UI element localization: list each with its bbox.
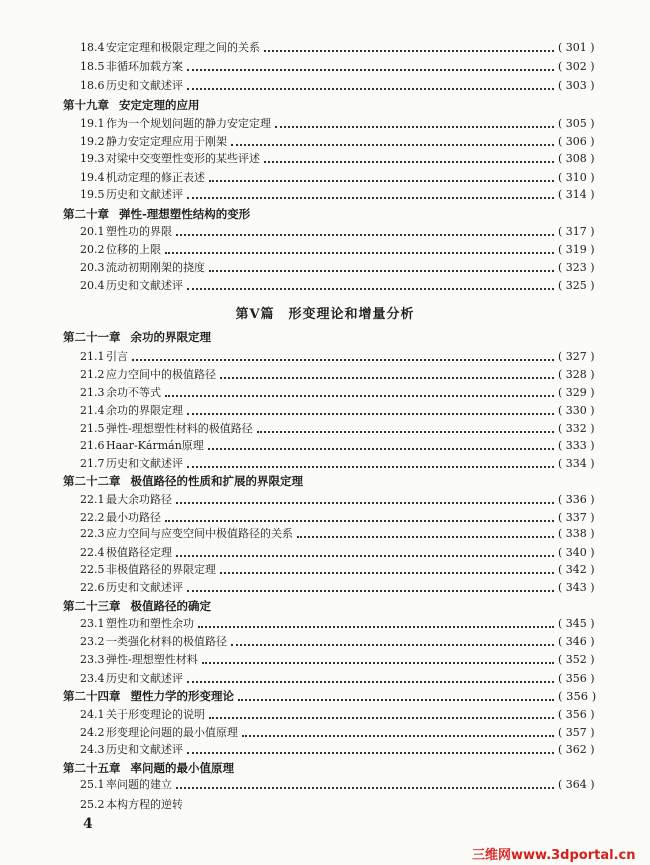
section-number: 22.4 xyxy=(80,545,105,559)
dot-leader xyxy=(165,251,554,254)
section-number: 21.5 xyxy=(80,421,105,435)
page-ref: ( 352 ) xyxy=(558,652,595,666)
toc-section-entry xyxy=(0,347,650,365)
chapter-label: 第二十五章 xyxy=(63,761,121,775)
toc-section-entry xyxy=(0,578,650,596)
section-title: 历史和文献述评 xyxy=(106,743,183,756)
dot-leader xyxy=(220,376,554,379)
toc-section-entry xyxy=(0,775,650,793)
section-title: 流动初期刚架的挠度 xyxy=(106,261,205,274)
dot-leader xyxy=(209,269,554,272)
section-title: 历史和文献述评 xyxy=(106,279,183,292)
page-ref: ( 337 ) xyxy=(558,510,595,524)
section-title: 静力安定定理应用于刚架 xyxy=(106,135,227,148)
watermark: 三维网www.3dportal.cn xyxy=(472,848,636,863)
section-number: 23.4 xyxy=(80,671,105,685)
toc-section-entry xyxy=(0,401,650,419)
page-ref: ( 305 ) xyxy=(558,116,595,130)
section-number: 20.2 xyxy=(80,242,105,256)
chapter-label: 第十九章 xyxy=(63,98,109,112)
toc-section-entry xyxy=(0,222,650,240)
section-number: 23.2 xyxy=(80,634,105,648)
section-number: 18.6 xyxy=(80,78,105,92)
page-ref: ( 323 ) xyxy=(558,260,595,274)
section-title: 作为一个规划问题的静力安定定理 xyxy=(106,117,271,130)
page-ref: ( 330 ) xyxy=(558,403,595,417)
part-title: 形变理论和增量分析 xyxy=(288,306,415,322)
section-number: 20.3 xyxy=(80,260,105,274)
page-ref: ( 338 ) xyxy=(558,526,595,540)
section-title: 引言 xyxy=(106,350,128,363)
toc-section-entry xyxy=(0,383,650,401)
section-title: 应力空间与应变空间中极值路径的关系 xyxy=(106,527,293,540)
toc-chapter-heading xyxy=(0,205,650,223)
page-ref: ( 356 ) xyxy=(558,707,595,721)
chapter-title: 弹性-理想塑性结构的变形 xyxy=(119,207,251,221)
dot-leader xyxy=(242,734,554,737)
section-title: 塑性功和塑性余功 xyxy=(106,617,194,630)
section-title: 塑性功的界限 xyxy=(106,225,172,238)
section-title: 对梁中交变塑性变形的某些评述 xyxy=(106,152,260,165)
section-number: 19.2 xyxy=(80,134,105,148)
toc-section-entry xyxy=(0,795,650,813)
section-title: 弹性-理想塑性材料 xyxy=(106,653,198,666)
dot-leader xyxy=(176,554,554,557)
page-ref: ( 319 ) xyxy=(558,242,595,256)
page-ref: ( 340 ) xyxy=(558,545,595,559)
dot-leader xyxy=(238,698,554,701)
toc-chapter-heading xyxy=(0,597,650,615)
section-number: 22.5 xyxy=(80,562,105,576)
section-title: 率问题的建立 xyxy=(106,778,172,791)
toc-section-entry xyxy=(0,632,650,650)
section-title: 安定定理和极限定理之间的关系 xyxy=(106,41,260,54)
dot-leader xyxy=(176,233,554,236)
dot-leader xyxy=(264,49,554,52)
toc-section-entry xyxy=(0,614,650,632)
page-ref: ( 327 ) xyxy=(558,349,595,363)
section-title: 余功不等式 xyxy=(106,386,161,399)
section-number: 21.3 xyxy=(80,385,105,399)
page-ref: ( 342 ) xyxy=(558,562,595,576)
section-number: 22.2 xyxy=(80,510,105,524)
page-ref: ( 328 ) xyxy=(558,367,595,381)
section-number: 25.1 xyxy=(80,777,105,791)
section-number: 21.6 xyxy=(80,438,105,452)
section-title: 最小功路径 xyxy=(106,511,161,524)
page-ref: ( 343 ) xyxy=(558,580,595,594)
section-title: 历史和文献述评 xyxy=(106,79,183,92)
section-number: 18.5 xyxy=(80,59,105,73)
page-ref: ( 303 ) xyxy=(558,78,595,92)
section-number: 24.1 xyxy=(80,707,105,721)
toc-part-heading xyxy=(0,303,650,321)
page-ref: ( 314 ) xyxy=(558,187,595,201)
page-ref: ( 325 ) xyxy=(558,278,595,292)
dot-leader xyxy=(187,412,554,415)
section-title: Haar-Kármán原理 xyxy=(106,439,204,452)
toc-section-entry xyxy=(0,168,650,186)
toc-section-entry xyxy=(0,240,650,258)
page-ref: ( 357 ) xyxy=(558,725,595,739)
page-ref: ( 334 ) xyxy=(558,456,595,470)
part-label: 第Ⅴ篇 xyxy=(235,306,275,322)
dot-leader xyxy=(187,465,554,468)
toc-section-entry xyxy=(0,276,650,294)
toc-section-entry xyxy=(0,705,650,723)
page-ref: ( 308 ) xyxy=(558,151,595,165)
chapter-label: 第二十一章 xyxy=(63,330,121,344)
section-number: 19.5 xyxy=(80,187,105,201)
toc-section-entry xyxy=(0,132,650,150)
toc-section-entry xyxy=(0,436,650,454)
section-title: 历史和文献述评 xyxy=(106,672,183,685)
section-number: 20.4 xyxy=(80,278,105,292)
page-ref: ( 332 ) xyxy=(558,421,595,435)
toc-section-entry xyxy=(0,650,650,668)
section-number: 25.2 xyxy=(80,797,105,811)
page-ref: ( 356 ) xyxy=(558,689,597,703)
toc-section-entry xyxy=(0,38,650,56)
page-ref: ( 346 ) xyxy=(558,634,595,648)
toc-section-entry xyxy=(0,454,650,472)
toc-section-entry xyxy=(0,560,650,578)
toc-section-entry xyxy=(0,740,650,758)
dot-leader xyxy=(264,160,554,163)
page-ref: ( 345 ) xyxy=(558,616,595,630)
page-ref: ( 364 ) xyxy=(558,777,595,791)
dot-leader xyxy=(187,196,554,199)
page-ref: ( 333 ) xyxy=(558,438,595,452)
dot-leader xyxy=(187,287,554,290)
section-title: 关于形变理论的说明 xyxy=(106,708,205,721)
section-title: 非循环加载方案 xyxy=(106,60,183,73)
page-ref: ( 356 ) xyxy=(558,671,595,685)
page-ref: ( 302 ) xyxy=(558,59,595,73)
section-title: 形变理论问题的最小值原理 xyxy=(106,726,238,739)
toc-section-entry xyxy=(0,258,650,276)
dot-leader xyxy=(209,179,554,182)
toc-chapter-heading xyxy=(0,472,650,490)
section-number: 24.2 xyxy=(80,725,105,739)
page-ref: ( 306 ) xyxy=(558,134,595,148)
dot-leader xyxy=(187,751,554,754)
toc-section-entry xyxy=(0,57,650,75)
section-title: 弹性-理想塑性材料的极值路径 xyxy=(106,422,253,435)
section-title: 历史和文献述评 xyxy=(106,581,183,594)
toc-section-entry xyxy=(0,419,650,437)
section-title: 极值路径定理 xyxy=(106,546,172,559)
section-number: 22.3 xyxy=(80,526,105,540)
toc-section-entry xyxy=(0,365,650,383)
dot-leader xyxy=(231,643,554,646)
section-title: 机动定理的修正表述 xyxy=(106,171,205,184)
section-title: 非极值路径的界限定理 xyxy=(106,563,216,576)
toc-section-entry xyxy=(0,543,650,561)
chapter-title: 余功的界限定理 xyxy=(130,330,211,344)
section-title: 最大余功路径 xyxy=(106,493,172,506)
dot-leader xyxy=(176,786,554,789)
dot-leader xyxy=(202,661,554,664)
toc-section-entry xyxy=(0,185,650,203)
dot-leader xyxy=(187,87,554,90)
dot-leader xyxy=(187,68,554,71)
section-number: 21.7 xyxy=(80,456,105,470)
section-title: 位移的上限 xyxy=(106,243,161,256)
section-number: 21.1 xyxy=(80,349,105,363)
section-number: 22.1 xyxy=(80,492,105,506)
dot-leader xyxy=(165,519,554,522)
chapter-label: 第二十二章 xyxy=(63,474,121,488)
chapter-title: 安定定理的应用 xyxy=(119,98,200,112)
section-number: 19.4 xyxy=(80,170,105,184)
toc-section-entry xyxy=(0,490,650,508)
dot-leader xyxy=(132,358,554,361)
section-number: 18.4 xyxy=(80,40,105,54)
toc-section-entry xyxy=(0,723,650,741)
dot-leader xyxy=(187,589,554,592)
section-number: 23.1 xyxy=(80,616,105,630)
page-ref: ( 301 ) xyxy=(558,40,595,54)
chapter-label: 第二十四章 xyxy=(63,689,121,703)
dot-leader xyxy=(220,571,554,574)
dot-leader xyxy=(275,125,554,128)
section-title: 应力空间中的极值路径 xyxy=(106,368,216,381)
section-number: 24.3 xyxy=(80,742,105,756)
section-title: 本构方程的逆转 xyxy=(106,798,183,811)
chapter-title: 极值路径的确定 xyxy=(130,599,211,613)
dot-leader xyxy=(208,447,554,450)
section-number: 19.3 xyxy=(80,151,105,165)
toc-chapter-heading xyxy=(0,328,650,346)
section-number: 21.4 xyxy=(80,403,105,417)
toc-section-entry xyxy=(0,524,650,542)
section-title: 一类强化材料的极值路径 xyxy=(106,635,227,648)
dot-leader xyxy=(165,394,554,397)
toc-chapter-heading xyxy=(0,96,650,114)
chapter-label: 第二十章 xyxy=(63,207,109,221)
dot-leader xyxy=(187,680,554,683)
toc-section-entry xyxy=(0,669,650,687)
dot-leader xyxy=(297,535,554,538)
section-title: 历史和文献述评 xyxy=(106,188,183,201)
chapter-label: 第二十三章 xyxy=(63,599,121,613)
chapter-title: 塑性力学的形变理论 xyxy=(130,689,234,703)
section-number: 22.6 xyxy=(80,580,105,594)
chapter-title: 极值路径的性质和扩展的界限定理 xyxy=(130,474,303,488)
page-ref: ( 336 ) xyxy=(558,492,595,506)
section-title: 余功的界限定理 xyxy=(106,404,183,417)
section-number: 20.1 xyxy=(80,224,105,238)
section-number: 21.2 xyxy=(80,367,105,381)
toc-section-entry xyxy=(0,114,650,132)
toc-section-entry xyxy=(0,149,650,167)
section-number: 19.1 xyxy=(80,116,105,130)
chapter-title: 率问题的最小值原理 xyxy=(130,761,234,775)
toc-chapter-heading xyxy=(0,687,650,705)
section-title: 历史和文献述评 xyxy=(106,457,183,470)
page-ref: ( 317 ) xyxy=(558,224,595,238)
page-number: 4 xyxy=(83,816,93,832)
dot-leader xyxy=(209,716,554,719)
dot-leader xyxy=(198,625,554,628)
page-ref: ( 362 ) xyxy=(558,742,595,756)
dot-leader xyxy=(231,143,554,146)
dot-leader xyxy=(176,501,554,504)
dot-leader xyxy=(257,430,554,433)
section-number: 23.3 xyxy=(80,652,105,666)
page-ref: ( 329 ) xyxy=(558,385,595,399)
page-ref: ( 310 ) xyxy=(558,170,595,184)
toc-section-entry xyxy=(0,76,650,94)
